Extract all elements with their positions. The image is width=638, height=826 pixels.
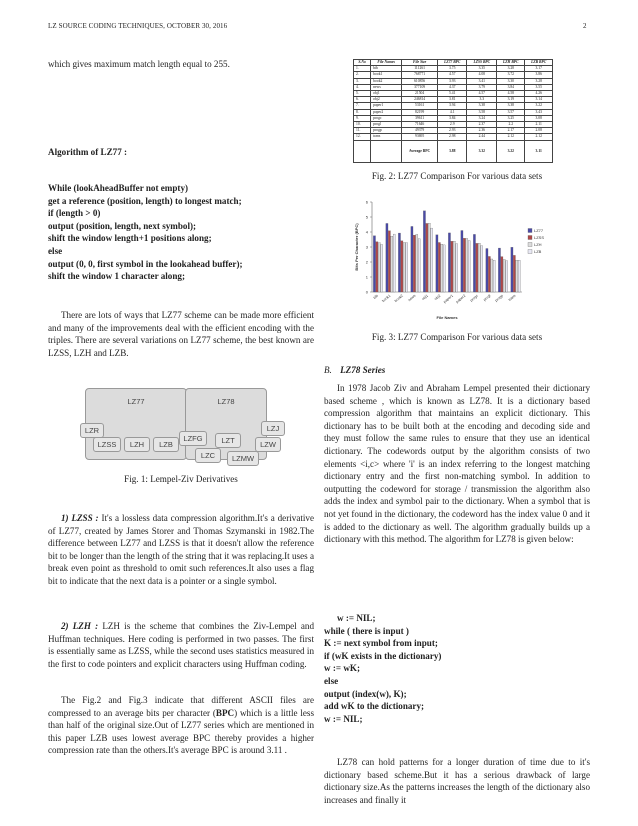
th-file-names: File Names (371, 60, 402, 66)
avg-lzh: 3.22 (497, 140, 525, 162)
average-label: Average BPC (402, 140, 438, 162)
algo-lz77-title: Algorithm of LZ77 : (48, 147, 128, 157)
table-cell: 1. (354, 66, 371, 72)
table-cell: 12. (354, 134, 371, 140)
table-cell: 3.28 (497, 66, 525, 72)
x-tick-label: book1 (381, 293, 392, 304)
y-tick-label: 1 (365, 274, 368, 280)
y-axis-label: Bits Per Character (BPC) (354, 223, 359, 271)
intro-paragraph: which gives maximum match length equal to 255. (48, 59, 230, 69)
th-sno: S.No (354, 60, 371, 66)
bar-lz77-progc (473, 234, 475, 292)
legend-label-lzss: LZSS (534, 235, 545, 240)
table-cell: 2.37 (467, 122, 497, 128)
x-tick-label: obj2 (433, 293, 442, 302)
table-cell: 3.72 (497, 72, 525, 78)
bar-lzb-bib (381, 244, 383, 292)
legend-label-lz77: LZ77 (534, 228, 544, 233)
table-cell: 111261 (402, 66, 438, 72)
algo-line: while ( there is input ) (324, 625, 409, 636)
bar-lzh-progc (478, 243, 480, 292)
table-cell: book1 (371, 72, 402, 78)
algo-line: While (lookAheadBuffer not empty) (48, 183, 189, 193)
avg-lz77: 3.88 (438, 140, 467, 162)
table-cell: 82199 (402, 109, 438, 115)
page-number: 2 (583, 22, 587, 30)
table-cell: 3.17 (525, 66, 553, 72)
x-tick-label: progl (482, 293, 492, 302)
bar-lzh-paper2 (466, 238, 468, 292)
bar-lzss-paper2 (463, 238, 465, 292)
bpc-chart-svg (350, 196, 560, 322)
table-cell: 2.9 (438, 122, 467, 128)
bar-lzss-book1 (388, 231, 390, 292)
x-axis-label: File Names (436, 315, 458, 320)
table-cell: 2. (354, 72, 371, 78)
y-tick-label: 5 (365, 214, 368, 220)
table-cell: 3.22 (525, 103, 553, 109)
node-lzh: LZH (124, 437, 150, 452)
algo-line: shift the window length+1 positions along; (48, 233, 212, 244)
th-lzb: LZB BPC (525, 60, 553, 66)
left-column (48, 58, 314, 71)
table-cell: 2.12 (525, 134, 553, 140)
y-tick-label: 3 (365, 244, 368, 250)
section-title: LZ78 Series (340, 365, 386, 375)
algo-line: w := NIL; (324, 713, 363, 724)
bpc-text-a: The Fig.2 and Fig.3 indicate that different ASCII files are compressed to an average bits per character ( (48, 695, 314, 718)
bar-lzss-trans (513, 255, 515, 292)
x-tick-label: bib (372, 293, 379, 300)
y-tick-label: 4 (365, 229, 368, 235)
bar-lz77-news (411, 226, 413, 292)
node-lzr: LZR (80, 423, 104, 438)
table-cell: 9. (354, 115, 371, 121)
th-file-size: File Size (402, 60, 438, 66)
bar-lzh-book2 (403, 243, 405, 293)
x-tick-label: paper1 (442, 293, 454, 304)
y-tick-label: 6 (365, 199, 368, 205)
bar-lzss-book2 (401, 241, 403, 292)
algo-line: shift the window 1 character along; (48, 271, 185, 282)
node-lzmw: LZMW (227, 451, 259, 466)
table-cell (354, 140, 371, 162)
table-cell: 4.26 (525, 91, 553, 97)
table-cell: 3.19 (497, 97, 525, 103)
legend-swatch-lz77 (528, 229, 532, 233)
bar-lz77-obj1 (423, 211, 425, 292)
table-cell: 3.3 (467, 97, 497, 103)
bpc-chart (350, 196, 560, 322)
table-cell: 610856 (402, 78, 438, 84)
bar-lzb-progl (493, 260, 495, 292)
table-cell: paper1 (371, 103, 402, 109)
bar-lz77-obj2 (436, 235, 438, 292)
table-cell: 8. (354, 109, 371, 115)
table-cell: 4.37 (438, 84, 467, 90)
table-cell: 71646 (402, 122, 438, 128)
bar-lzb-obj1 (431, 228, 433, 292)
table-cell: 4.58 (497, 91, 525, 97)
lzss-paragraph (48, 512, 314, 588)
bar-lzh-obj1 (428, 223, 430, 292)
table-average-row (354, 140, 553, 162)
algo-line: K := next symbol from input; (324, 638, 438, 649)
bar-lz77-progl (486, 249, 488, 293)
table-cell: 21504 (402, 91, 438, 97)
table-cell: obj2 (371, 97, 402, 103)
table-cell: 5.41 (438, 91, 467, 97)
lz78-paragraph: In 1978 Jacob Ziv and Abraham Lempel presented their dictionary based scheme , which is known as LZ78. It is a dictionary based compression algorithm that maintains an explicit dictionary. This dictionary has to be built both at the encoding and decoding side and they must follow the same rules to ensure that they use an identical dictionary. The codewords output by the algorithm consists of two elements <i,c> where 'i' is an index referring to the longest matching dictionary entry and the first non-matching symbol. In addition to outputting the codeword for storage / transmission the algorithm also adds the index and symbol pair to the dictionary. When a symbol that is not yet found in the dictionary, the codeword has the index value 0 and it is added to the dictionary as well. The algorithm gradually builds up a dictionary with this method. The algorithm for LZ78 is given below: (324, 383, 590, 545)
bar-lzss-obj1 (426, 223, 428, 292)
table-cell: trans (371, 134, 402, 140)
lzss-heading: 1) LZSS : (61, 513, 99, 523)
table-cell: 3.14 (525, 97, 553, 103)
bar-lzb-book2 (406, 243, 408, 292)
bar-lzh-progp (503, 259, 505, 292)
table-cell: 3.84 (438, 115, 467, 121)
table-cell: progl (371, 122, 402, 128)
table-cell: 3.41 (467, 78, 497, 84)
table-cell: 6. (354, 97, 371, 103)
x-tick-label: trans (507, 293, 517, 302)
table-cell: 53161 (402, 103, 438, 109)
legend-swatch-lzb (528, 250, 532, 254)
table-cell: 2.2 (497, 122, 525, 128)
table-cell: 3.81 (438, 97, 467, 103)
bar-lzb-paper2 (468, 241, 470, 292)
table-cell: 2.08 (525, 128, 553, 134)
running-header: LZ SOURCE CODING TECHNIQUES, OCTOBER 30, 2016 (48, 22, 228, 30)
node-lz77: LZ77 (127, 397, 145, 406)
algo-line: w := wK; (324, 663, 360, 674)
comparison-table (353, 59, 553, 163)
table-cell: book2 (371, 78, 402, 84)
table-cell: 93695 (402, 134, 438, 140)
bar-lzss-progl (488, 256, 490, 292)
table-cell: 3.86 (525, 72, 553, 78)
bar-lzb-book1 (393, 234, 395, 292)
bar-lzb-obj2 (443, 245, 445, 292)
comparison-table-wrap (353, 59, 553, 163)
algo-line: if (wK exists in the dictionary) (324, 650, 442, 661)
bar-lzb-news (418, 239, 420, 292)
node-lzb: LZB (153, 437, 179, 452)
bar-lz77-paper2 (461, 231, 463, 293)
table-cell: 2.12 (497, 134, 525, 140)
table-cell: 2.17 (497, 128, 525, 134)
table-cell: 39611 (402, 115, 438, 121)
table-cell: 3.43 (525, 109, 553, 115)
avg-lzb: 3.11 (525, 140, 553, 162)
algo-line: else (324, 675, 339, 686)
node-lz78: LZ78 (217, 397, 235, 406)
avg-lzss: 3.32 (467, 140, 497, 162)
bar-lzh-paper1 (453, 241, 455, 292)
x-tick-label: book2 (393, 293, 404, 304)
table-cell: 3.24 (467, 115, 497, 121)
bar-lz77-trans (511, 247, 513, 292)
table-cell: 3.57 (497, 109, 525, 115)
table-cell: 3.58 (467, 109, 497, 115)
bar-lzss-progc (476, 243, 478, 292)
table-cell: 2.36 (467, 128, 497, 134)
legend-label-lzb: LZB (534, 249, 542, 254)
table-cell: obj1 (371, 91, 402, 97)
algo-line: output (position, length, next symbol); (48, 220, 197, 231)
lzh-heading: 2) LZH : (61, 621, 99, 631)
table-cell: progc (371, 115, 402, 121)
bar-lzb-paper1 (456, 244, 458, 292)
section-heading (324, 364, 590, 377)
table-cell: 3. (354, 78, 371, 84)
table-cell: 2.98 (438, 134, 467, 140)
table-cell: 4.08 (467, 72, 497, 78)
bar-lzb-progc (481, 246, 483, 292)
algo-lz78-block (324, 612, 590, 725)
table-cell: 2.44 (467, 134, 497, 140)
table-cell: 10. (354, 122, 371, 128)
legend-swatch-lzh (528, 243, 532, 247)
table-cell: bib (371, 66, 402, 72)
algo-lz77-block (48, 182, 314, 283)
node-lzc: LZC (195, 448, 221, 463)
lz78-drawback-paragraph: LZ78 can hold patterns for a longer duration of time due to it's dictionary based scheme.But it has a serious drawback of large dictionary size.As the patterns increases the length of the dictionary also increases and finally it (324, 757, 590, 805)
y-tick-label: 0 (365, 289, 368, 295)
bar-lzss-progp (501, 257, 503, 292)
node-lzw: LZW (255, 437, 281, 452)
bar-lzss-news (413, 235, 415, 292)
table-cell: 3.55 (525, 84, 553, 90)
table-cell: 246814 (402, 97, 438, 103)
table-cell: 4.1 (438, 109, 467, 115)
bar-lzh-trans (516, 260, 518, 292)
bar-lzb-progp (506, 261, 508, 292)
lzh-text: LZH is the scheme that combines the Ziv-Lempel and Huffman techniques. Here coding is performed in two passes. The first is essentially same as LZSS, while the second uses statistics measured in the first to code pointers and explicit characters using Huffman coding. (48, 621, 314, 669)
table-cell: 4. (354, 84, 371, 90)
node-lzss: LZSS (93, 437, 121, 452)
table-cell: 4.57 (438, 72, 467, 78)
bar-lzss-bib (376, 242, 378, 292)
algo-line: add wK to the dictionary; (324, 701, 425, 712)
node-lzt: LZT (215, 433, 241, 448)
table-cell: 2.11 (525, 122, 553, 128)
bar-lz77-book2 (398, 233, 400, 292)
fig3-caption: Fig. 3: LZ77 Comparison For various data sets (371, 332, 543, 342)
algo-line: get a reference (position, length) to longest match; (48, 195, 242, 206)
table-cell: 49379 (402, 128, 438, 134)
bpc-paragraph (48, 694, 314, 757)
x-tick-label: paper2 (455, 293, 467, 304)
algo-line: output (index(w), K); (324, 688, 407, 699)
x-tick-label: progc (469, 293, 479, 303)
bar-lz77-progp (498, 248, 500, 292)
table-cell: progp (371, 128, 402, 134)
bpc-text-b: ) which is a little less than half of the original size.Out of LZ77 series which are mentioned in this paper LZB uses lowest average BPC thereby provides a higher compression rate than the others.It's average BPC is around 3.11 . (48, 707, 315, 756)
th-lzh: LZH BPC (497, 60, 525, 66)
table-cell: 768771 (402, 72, 438, 78)
x-tick-label: progp (494, 293, 504, 303)
table-cell: 4.57 (467, 91, 497, 97)
algo-line: if (length > 0) (48, 208, 101, 219)
table-cell: 3.08 (525, 115, 553, 121)
table-cell: 3.79 (467, 84, 497, 90)
table-cell: 377109 (402, 84, 438, 90)
bar-lz77-book1 (386, 223, 388, 292)
node-lzj: LZJ (261, 421, 285, 436)
bar-lzh-progl (491, 259, 493, 292)
table-cell: 2.93 (438, 128, 467, 134)
table-cell: 3.94 (438, 103, 467, 109)
algo-line: w := NIL; (337, 613, 376, 623)
section-label: B. (324, 365, 332, 375)
table-cell: 3.84 (497, 84, 525, 90)
th-lzss: LZSS BPC (467, 60, 497, 66)
table-cell: 3.38 (467, 103, 497, 109)
bar-lzh-obj2 (441, 244, 443, 292)
x-tick-label: obj1 (421, 293, 429, 302)
x-tick-label: news (407, 293, 417, 303)
table-cell: 3.75 (438, 66, 467, 72)
lzss-text: It's a lossless data compression algorithm.It's a derivative of LZ77, created by James Storer and Thomas Szymanski in 1982.The difference between LZ77 and LZSS is that it doesn't allow the reference bit to be longer than the length of the string that it was replacing.It uses a break even point as threshold to omit such references.It also uses a flag bit to indicate that the next data is a pointer or a single symbol. (48, 513, 314, 586)
table-cell: 11. (354, 128, 371, 134)
bar-lzss-paper1 (451, 241, 453, 292)
bar-lzb-trans (518, 260, 520, 292)
table-cell: paper2 (371, 109, 402, 115)
table-cell: 3.38 (497, 103, 525, 109)
variations-paragraph: There are lots of ways that LZ77 scheme can be made more efficient and many of the improvements deal with the efficient encoding with the triples. There are several variations on LZ77 scheme, the best known are LZSS, LZH and LZB. (48, 310, 314, 358)
bar-lzss-obj2 (438, 243, 440, 293)
table-cell: 3.28 (525, 78, 553, 84)
table-cell: 3.30 (497, 78, 525, 84)
table-cell: news (371, 84, 402, 90)
table-cell: 3.35 (467, 66, 497, 72)
table-cell: 7. (354, 103, 371, 109)
bpc-term: BPC (215, 707, 235, 718)
legend-label-lzh: LZH (534, 242, 542, 247)
fig1-caption: Fig. 1: Lempel-Ziv Derivatives (124, 474, 238, 484)
lzh-paragraph (48, 620, 314, 670)
y-tick-label: 2 (365, 259, 368, 265)
bar-lz77-bib (373, 236, 375, 292)
node-lzfg: LZFG (179, 431, 207, 446)
fig2-caption: Fig. 2: LZ77 Comparison For various data sets (371, 171, 543, 181)
bar-lz77-paper1 (448, 233, 450, 292)
table-cell: 5. (354, 91, 371, 97)
table-cell: 3.93 (438, 78, 467, 84)
table-cell: 3.25 (497, 115, 525, 121)
bar-lzh-book1 (391, 236, 393, 292)
bar-lzh-news (416, 234, 418, 292)
lz-derivatives-diagram (75, 382, 295, 470)
th-lz77: LZ77 BPC (438, 60, 467, 66)
bar-lzh-bib (378, 243, 380, 292)
legend-swatch-lzss (528, 236, 532, 240)
algo-line: output (0, 0, first symbol in the lookahead buffer); (48, 258, 243, 269)
algo-line: else (48, 245, 63, 256)
table-cell (371, 140, 402, 162)
